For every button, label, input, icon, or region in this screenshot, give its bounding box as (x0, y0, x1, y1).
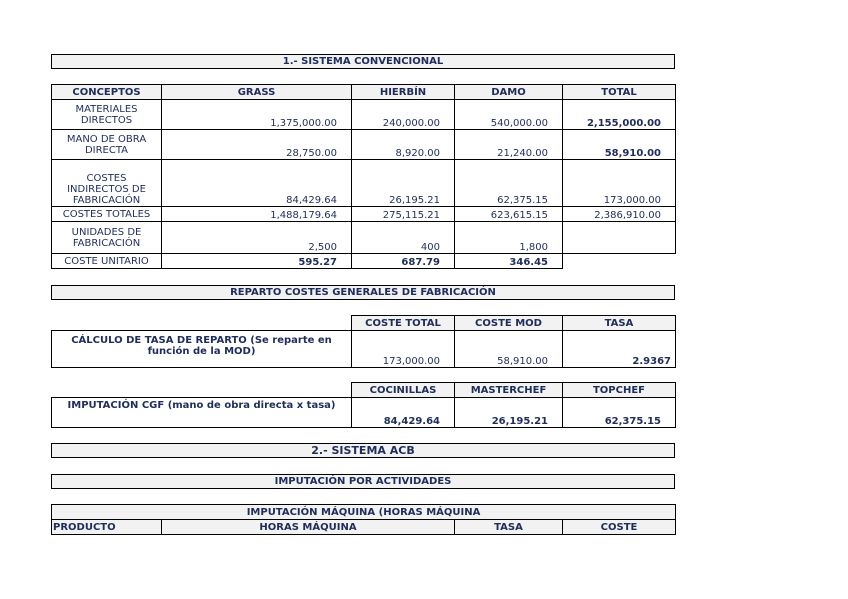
table-row-imputacion (52, 398, 676, 428)
cell-value: 275,115.21 (352, 207, 455, 222)
row-label: IMPUTACIÓN CGF (mano de obra directa x tasa) (52, 398, 352, 428)
header-masterchef: MASTERCHEF (455, 383, 563, 398)
header-damo: DAMO (455, 85, 563, 100)
cell-value: 21,240.00 (455, 130, 563, 160)
header-hierbin: HIERBÍN (352, 85, 455, 100)
cell-value: 26,195.21 (455, 398, 563, 428)
section-title-conventional: 1.- SISTEMA CONVENCIONAL (51, 54, 675, 69)
header-horas-maquina: HORAS MÁQUINA (162, 520, 455, 535)
row-label: CÁLCULO DE TASA DE REPARTO (Se reparte en función de la MOD) (52, 331, 352, 368)
cell-value: 400 (352, 222, 455, 254)
cell-total: 58,910.00 (563, 130, 676, 160)
table-row-materiales (52, 100, 676, 130)
header-tasa: TASA (455, 520, 563, 535)
header-cocinillas: COCINILLAS (352, 383, 455, 398)
cell-value: 240,000.00 (352, 100, 455, 130)
cell-value: 84,429.64 (162, 160, 352, 207)
row-label: COSTES TOTALES (52, 207, 162, 222)
cell-empty (563, 254, 676, 269)
cell-value: 595.27 (162, 254, 352, 269)
cell-value: 346.45 (455, 254, 563, 269)
cell-value: 62,375.15 (455, 160, 563, 207)
table-row-mod (52, 130, 676, 160)
header-coste-mod: COSTE MOD (455, 316, 563, 331)
conventional-cost-table (51, 84, 676, 269)
cell-value: 173,000.00 (352, 331, 455, 368)
table-row-totales (52, 207, 676, 222)
cell-value: 2,500 (162, 222, 352, 254)
cell-total: 2,386,910.00 (563, 207, 676, 222)
header-coste: COSTE (563, 520, 676, 535)
row-label: MATERIALES DIRECTOS (52, 100, 162, 130)
cell-empty (52, 383, 352, 398)
header-producto: PRODUCTO (52, 520, 162, 535)
cell-value: 540,000.00 (455, 100, 563, 130)
cell-value: 1,488,179.64 (162, 207, 352, 222)
header-coste-total: COSTE TOTAL (352, 316, 455, 331)
table-row-coste-unitario (52, 254, 676, 269)
header-tasa: TASA (563, 316, 676, 331)
maquina-table (51, 504, 676, 535)
row-label: UNIDADES DE FABRICACIÓN (52, 222, 162, 254)
table-header-row (52, 316, 676, 331)
section-title-actividades: IMPUTACIÓN POR ACTIVIDADES (51, 474, 675, 489)
cell-value: 1,800 (455, 222, 563, 254)
cell-value: 62,375.15 (563, 398, 676, 428)
section-title-acb: 2.- SISTEMA ACB (51, 443, 675, 458)
cell-value: 1,375,000.00 (162, 100, 352, 130)
header-total: TOTAL (563, 85, 676, 100)
table-row-tasa (52, 331, 676, 368)
header-grass: GRASS (162, 85, 352, 100)
cell-value: 58,910.00 (455, 331, 563, 368)
cell-value: 28,750.00 (162, 130, 352, 160)
cell-tasa: 2.9367 (563, 331, 676, 368)
cell-value: 84,429.64 (352, 398, 455, 428)
cell-value: 8,920.00 (352, 130, 455, 160)
cell-value: 623,615.15 (455, 207, 563, 222)
table-row-unidades (52, 222, 676, 254)
section-title-reparto: REPARTO COSTES GENERALES DE FABRICACIÓN (51, 285, 675, 300)
tasa-table (51, 315, 676, 368)
cell-value: 687.79 (352, 254, 455, 269)
maquina-title: IMPUTACIÓN MÁQUINA (HORAS MÁQUINA (52, 505, 676, 520)
cell-value: 26,195.21 (352, 160, 455, 207)
cell-total: 173,000.00 (563, 160, 676, 207)
row-label: COSTE UNITARIO (52, 254, 162, 269)
cell-total: 2,155,000.00 (563, 100, 676, 130)
maquina-title-row (52, 505, 676, 520)
table-header-row (52, 383, 676, 398)
table-header-row (52, 85, 676, 100)
header-conceptos: CONCEPTOS (52, 85, 162, 100)
imputacion-table (51, 382, 676, 428)
cell-empty (563, 222, 676, 254)
cell-empty (52, 316, 352, 331)
table-row-cif (52, 160, 676, 207)
row-label: MANO DE OBRA DIRECTA (52, 130, 162, 160)
table-header-row (52, 520, 676, 535)
row-label: COSTES INDIRECTOS DE FABRICACIÓN (52, 160, 162, 207)
header-topchef: TOPCHEF (563, 383, 676, 398)
